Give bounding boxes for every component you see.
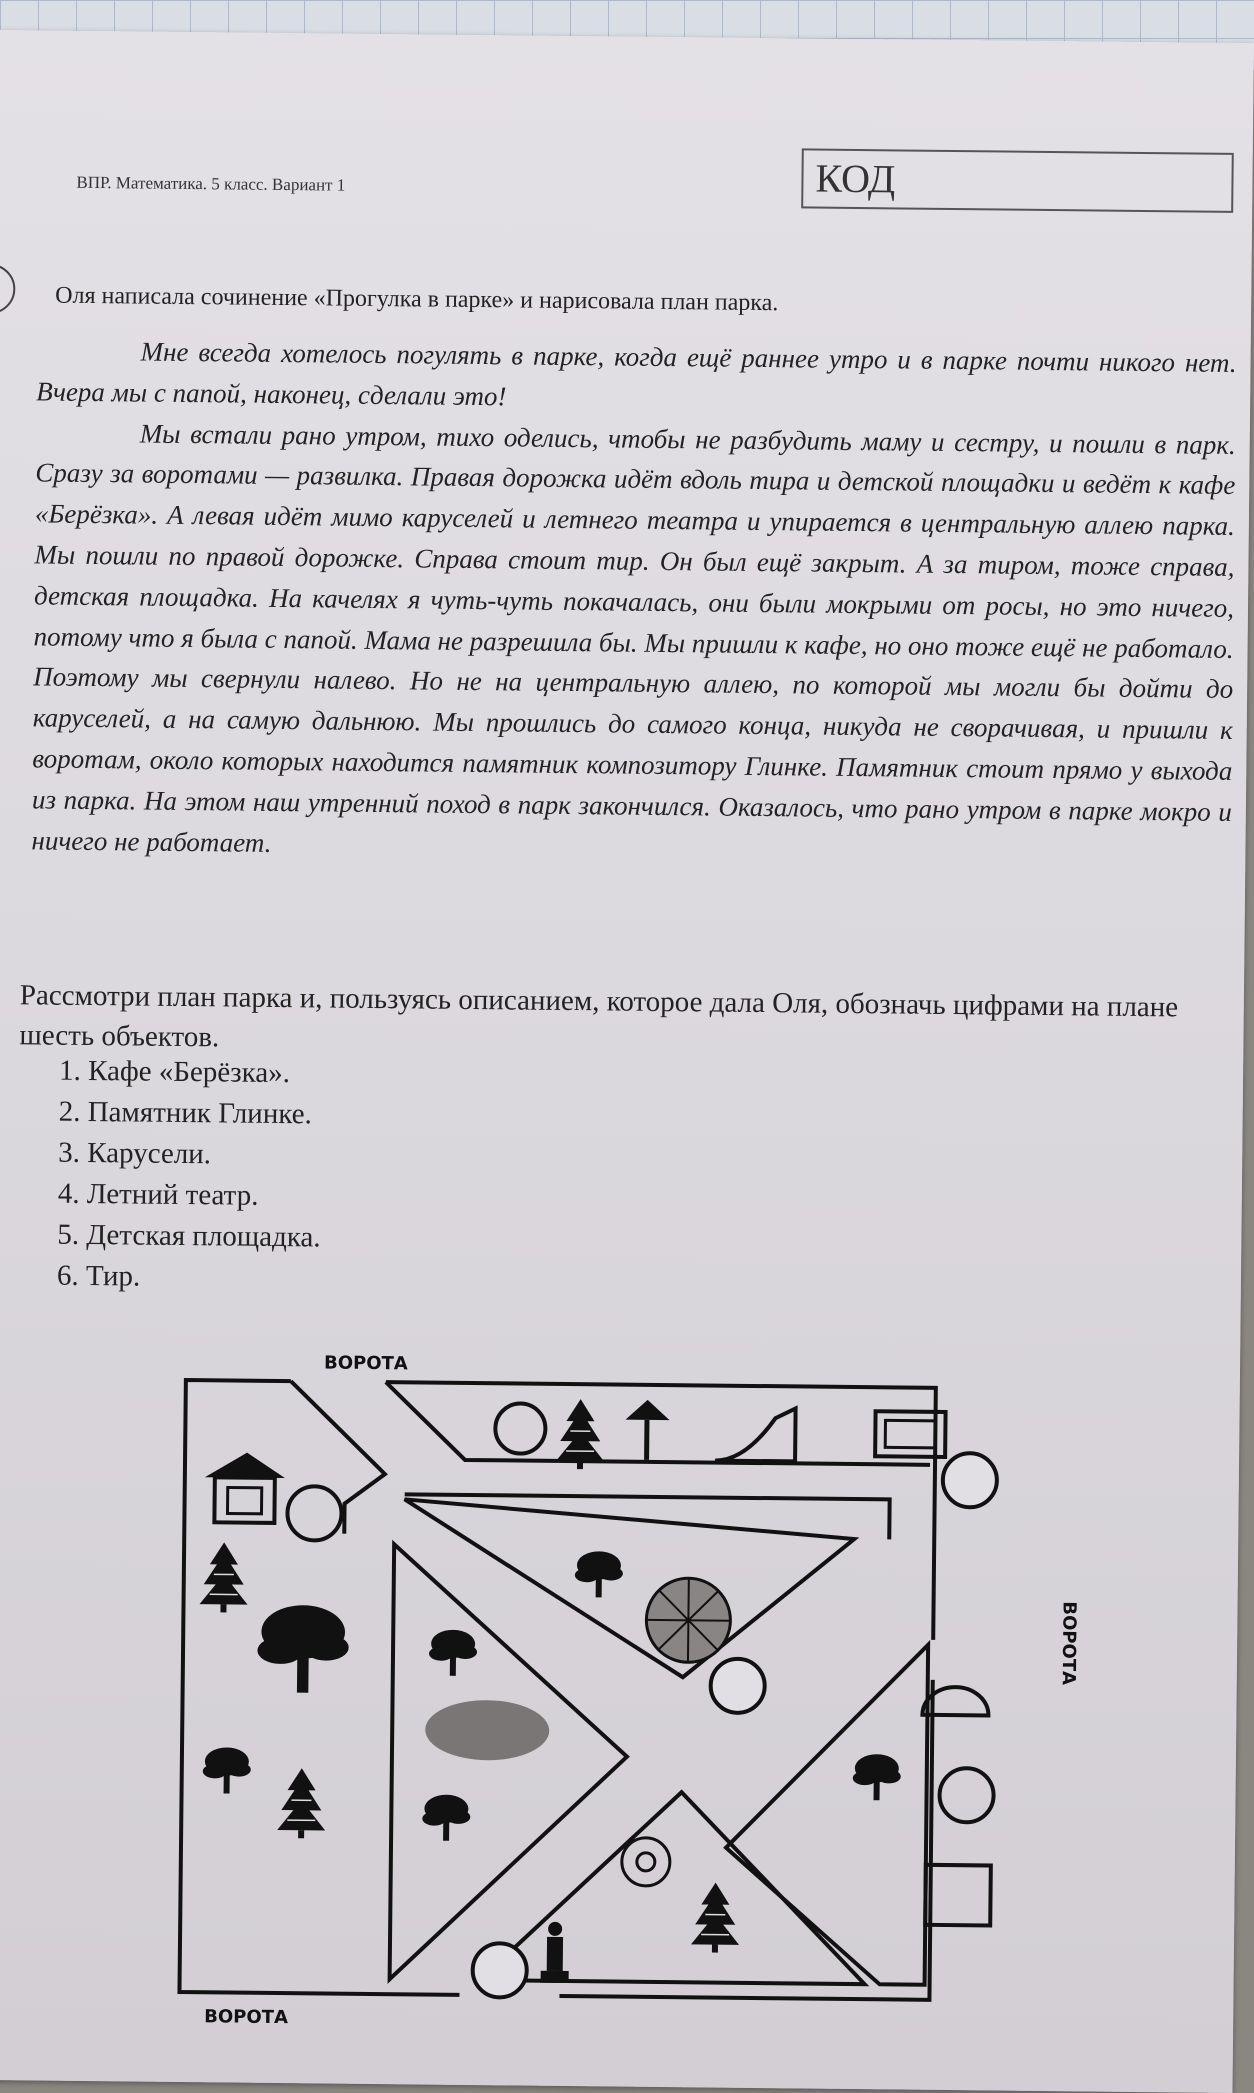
list-item: 2. Памятник Глинке. bbox=[58, 1095, 312, 1131]
gate-top-label: ВОРОТА bbox=[323, 1352, 408, 1375]
house-icon bbox=[204, 1452, 285, 1523]
frame-inner-icon bbox=[885, 1420, 935, 1448]
essay-paragraph-1: Мне всегда хотелось погулять в парке, когда ещё раннее утро и в парке почти никого нет. Вчера мы с папой, наконец, сделали это! bbox=[36, 336, 1237, 412]
monument-icon bbox=[541, 1922, 570, 1983]
header-title: ВПР. Математика. 5 класс. Вариант 1 bbox=[76, 172, 346, 195]
task-intro: Оля написала сочинение «Прогулка в парке» и нарисовала план парка. bbox=[55, 282, 779, 317]
code-label: КОД bbox=[815, 155, 896, 202]
instruction-text: Рассмотри план парка и, пользуясь описанием, которое дала Оля, обозначь цифрами на плане шесть объектов. bbox=[19, 979, 1179, 1054]
umbrella-icon bbox=[625, 1400, 670, 1460]
gate-bottom-label: ВОРОТА bbox=[204, 2006, 289, 2029]
circle-icon bbox=[287, 1486, 342, 1541]
square-icon bbox=[925, 1865, 991, 1926]
list-item: 6. Тир. bbox=[56, 1259, 141, 1293]
list-item: 1. Кафе «Берёзка». bbox=[58, 1054, 291, 1090]
gate-right-label: ВОРОТА bbox=[1057, 1601, 1080, 1686]
park-plan bbox=[0, 30, 1254, 2093]
list-item: 5. Детская площадка. bbox=[57, 1218, 321, 1254]
tree-icon bbox=[853, 1754, 901, 1801]
tree-icon bbox=[575, 1551, 623, 1598]
oval-icon bbox=[425, 1700, 550, 1761]
fir-tree-icon bbox=[556, 1399, 605, 1469]
fir-tree-icon bbox=[199, 1542, 248, 1612]
fir-tree-icon bbox=[277, 1768, 326, 1838]
exam-sheet bbox=[0, 30, 1254, 2093]
tree-icon bbox=[422, 1795, 470, 1842]
circle-icon bbox=[943, 1453, 998, 1508]
carousel-wheel-icon bbox=[646, 1578, 731, 1663]
fir-tree-icon bbox=[691, 1882, 740, 1952]
circle-icon bbox=[939, 1768, 994, 1823]
tree-icon bbox=[429, 1630, 477, 1677]
list-item: 4. Летний театр. bbox=[57, 1177, 259, 1212]
park-paths bbox=[285, 1381, 931, 1985]
essay-paragraph-2: Мы встали рано утром, тихо оделись, чтобы не разбудить маму и сестру, и пошли в парк. Сразу за воротами — развилка. Правая дорожка идёт вдоль тира и детской площадки и ведёт к кафе «Берёзка». А левая идёт мимо каруселей и летнего театра и упирается в центральную аллею парка. Мы пошли по правой дорожке. Справа стоит тир. Он был ещё закрыт. А за тиром, тоже справа, детская площадка. На качелях я чуть-чуть покачалась, они были мокрыми от росы, но это ничего, потому что я была с папой. Мама не разрешила бы. Мы пришли к кафе, но оно тоже ещё не работало. Поэтому мы свернули налево. Но не на центральную аллею, по которой мы могли бы дойти до каруселей, а на самую дальнюю. Мы прошлись до самого конца, никуда не сворачивая, и пришли к воротам, около которых находится памятник композитору Глинке. Памятник стоит прямо у выхода из парка. На этом наш утренний поход в парк закончился. Оказалось, что рано утром в парке мокро и ничего не работает. bbox=[31, 418, 1236, 858]
tree-icon bbox=[203, 1747, 251, 1794]
circle-icon bbox=[710, 1659, 765, 1714]
slide-icon bbox=[715, 1408, 796, 1462]
tree-icon bbox=[257, 1605, 349, 1693]
target-icon bbox=[622, 1838, 671, 1887]
circle-icon bbox=[472, 1943, 527, 1998]
circle-icon bbox=[495, 1403, 546, 1454]
list-item: 3. Карусели. bbox=[58, 1136, 212, 1171]
